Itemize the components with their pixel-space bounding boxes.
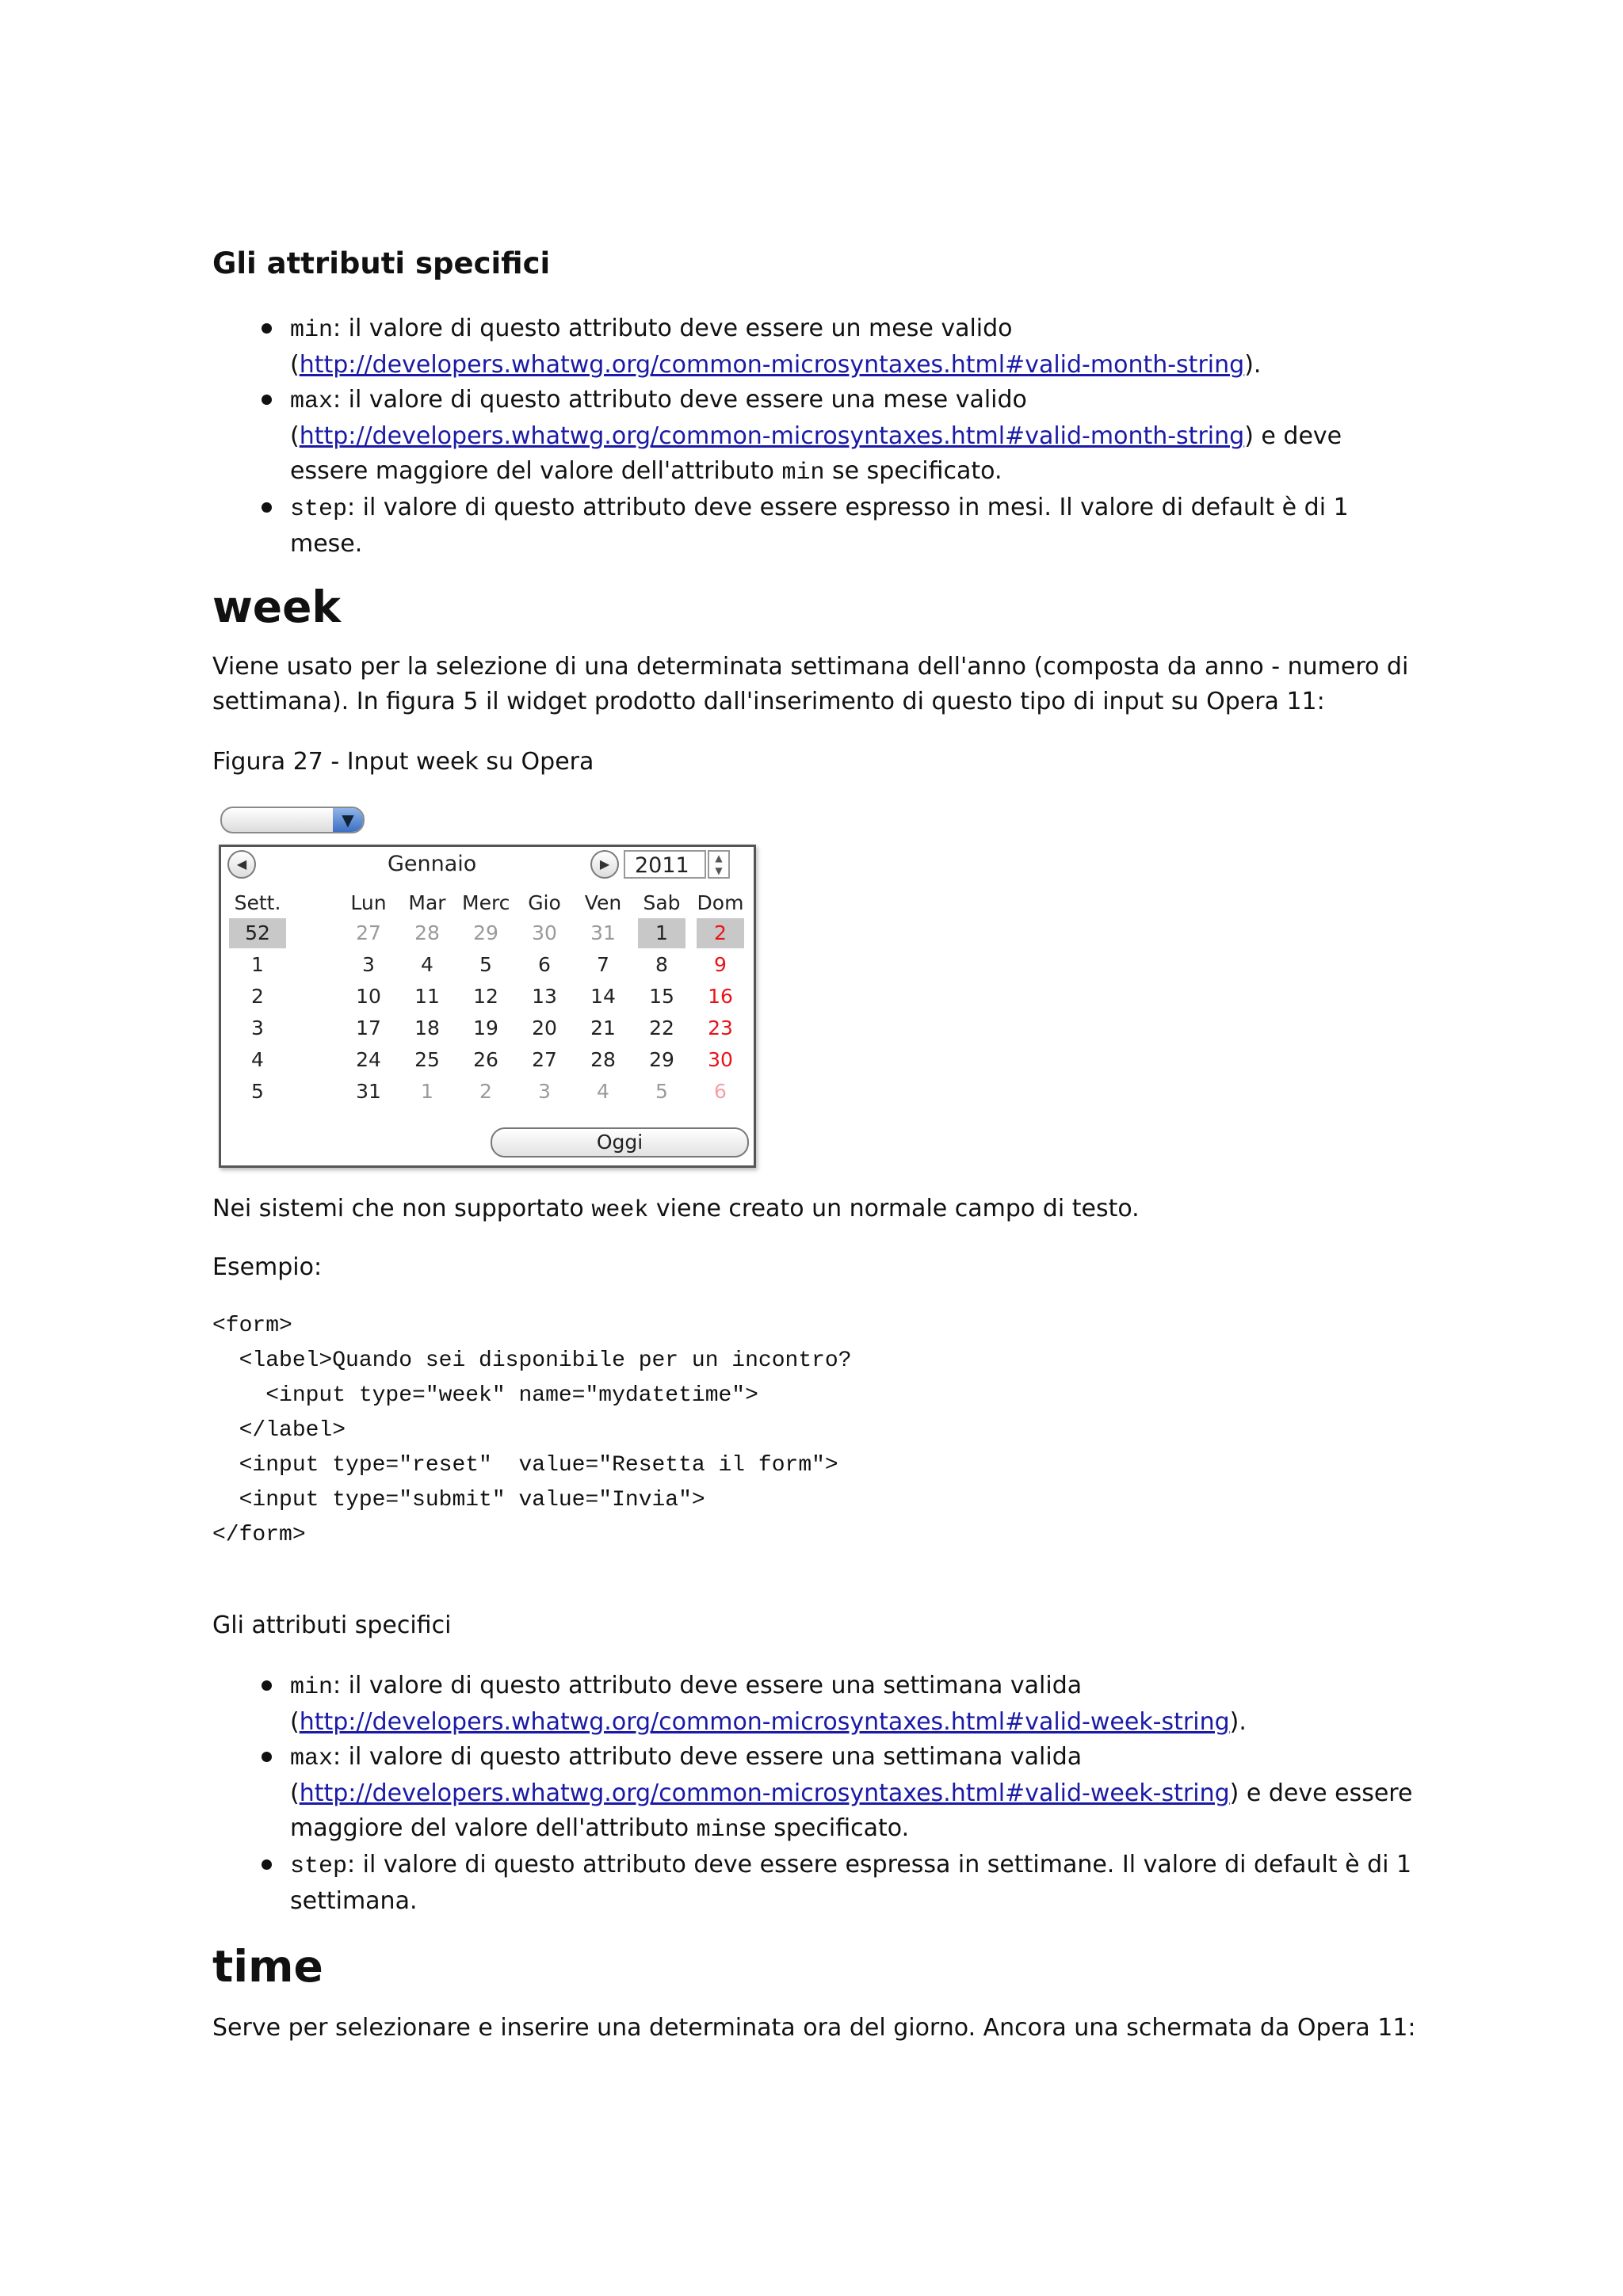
day-cell[interactable]: 6 <box>538 953 551 976</box>
day-cell[interactable]: 28 <box>414 921 440 944</box>
day-cell[interactable]: 16 <box>708 985 733 1008</box>
spec-link-month-min[interactable]: http://developers.whatwg.org/common-microsyntaxes.html#valid-month-string <box>299 351 1245 379</box>
list-item-step: step: il valore di questo attributo deve essere espresso in mesi. Il valore di default è di 1 mese. <box>212 490 1425 562</box>
day-cell[interactable]: 26 <box>473 1048 498 1071</box>
day-cell[interactable]: 14 <box>590 985 616 1008</box>
day-cell[interactable]: 4 <box>421 953 433 976</box>
calendar-week-row <box>221 950 754 980</box>
spec-link-week-min[interactable]: http://developers.whatwg.org/common-microsyntaxes.html#valid-week-string <box>299 1708 1230 1736</box>
heading-time: time <box>212 1941 323 1992</box>
list-item-step: step: il valore di questo attributo deve essere espressa in settimane. Il valore di default è di 1 settimana. <box>212 1848 1425 1919</box>
code-line: </form> <box>212 1523 306 1547</box>
calendar-header-row <box>221 888 754 918</box>
figure-caption: Figura 27 - Input week su Opera <box>212 748 594 776</box>
dropdown-arrow-icon[interactable]: ▼ <box>333 808 363 832</box>
day-cell[interactable]: 8 <box>655 953 668 976</box>
day-cell[interactable]: 6 <box>714 1080 727 1103</box>
day-cell[interactable]: 30 <box>708 1048 733 1071</box>
calendar-header-cell: Lun <box>350 891 387 914</box>
calendar-header-cell: Sab <box>643 891 681 914</box>
code-line: <label>Quando sei disponibile per un incontro? <box>212 1348 852 1373</box>
calendar-week-row <box>221 1077 754 1107</box>
day-cell[interactable]: 19 <box>473 1016 498 1039</box>
day-cell[interactable]: 13 <box>532 985 557 1008</box>
day-cell[interactable]: 2 <box>479 1080 492 1103</box>
calendar-week-row <box>221 918 754 948</box>
day-cell[interactable]: 3 <box>538 1080 551 1103</box>
day-cell[interactable]: 11 <box>414 985 440 1008</box>
calendar-week-row <box>221 982 754 1012</box>
day-cell[interactable]: 5 <box>655 1080 668 1103</box>
day-cell[interactable]: 4 <box>597 1080 609 1103</box>
day-cell[interactable]: 2 <box>697 918 744 948</box>
code-line: <input type="week" name="mydatetime"> <box>212 1383 758 1408</box>
day-cell[interactable]: 25 <box>414 1048 440 1071</box>
day-cell[interactable]: 31 <box>590 921 616 944</box>
week-number-cell[interactable]: 3 <box>251 1016 264 1039</box>
week-number-cell[interactable]: 52 <box>229 918 286 948</box>
calendar-popup <box>219 845 756 1168</box>
code-example <box>212 1309 1425 1553</box>
day-cell[interactable]: 7 <box>597 953 609 976</box>
fallback-note: Nei sistemi che non supportato week viene creato un normale campo di testo. <box>212 1195 1140 1224</box>
spec-link-week-max[interactable]: http://developers.whatwg.org/common-microsyntaxes.html#valid-week-string <box>299 1779 1230 1807</box>
heading-week: week <box>212 582 341 632</box>
code-line: </label> <box>212 1418 346 1443</box>
calendar-header-cell: Sett. <box>234 891 281 914</box>
calendar-header-cell: Mar <box>408 891 446 914</box>
day-cell[interactable]: 5 <box>479 953 492 976</box>
day-cell[interactable]: 29 <box>473 921 498 944</box>
day-cell[interactable]: 28 <box>590 1048 616 1071</box>
code-line: <input type="submit" value="Invia"> <box>212 1488 705 1512</box>
calendar-header-cell: Gio <box>528 891 561 914</box>
section-heading-attributes-month: Gli attributi specifici <box>212 246 551 280</box>
day-cell[interactable]: 22 <box>649 1016 674 1039</box>
day-cell[interactable]: 30 <box>532 921 557 944</box>
day-cell[interactable]: 23 <box>708 1016 733 1039</box>
calendar-week-row <box>221 1013 754 1043</box>
code-line: <input type="reset" value="Resetta il form"> <box>212 1453 838 1478</box>
day-cell[interactable]: 31 <box>356 1080 381 1103</box>
year-spinner-icon[interactable]: ▲ ▼ <box>708 850 730 879</box>
day-cell[interactable]: 9 <box>714 953 727 976</box>
calendar-week-row <box>221 1045 754 1075</box>
day-cell[interactable]: 18 <box>414 1016 440 1039</box>
day-cell[interactable]: 10 <box>356 985 381 1008</box>
attributes-list-month <box>212 311 1425 562</box>
section-heading-attributes-week: Gli attributi specifici <box>212 1611 452 1639</box>
year-field[interactable]: 2011 <box>624 850 706 879</box>
day-cell[interactable]: 21 <box>590 1016 616 1039</box>
week-number-cell[interactable]: 5 <box>251 1080 264 1103</box>
day-cell[interactable]: 27 <box>532 1048 557 1071</box>
attributes-list-week <box>212 1669 1425 1919</box>
day-cell[interactable]: 29 <box>649 1048 674 1071</box>
spec-link-month-max[interactable]: http://developers.whatwg.org/common-microsyntaxes.html#valid-month-string <box>299 422 1245 450</box>
week-description: Viene usato per la selezione di una determinata settimana dell'anno (composta da anno - numero di settimana). In figura 5 il widget prodotto dall'inserimento di questo tipo di input su Opera 11: <box>212 653 1409 715</box>
day-cell[interactable]: 1 <box>638 918 685 948</box>
time-description: Serve per selezionare e inserire una determinata ora del giorno. Ancora una schermata da Opera 11: <box>212 2014 1416 2042</box>
list-item-min: min: il valore di questo attributo deve essere un mese valido (http://developers.whatwg.org/common-microsyntaxes.html#valid-month-string). <box>212 311 1425 383</box>
week-number-cell[interactable]: 4 <box>251 1048 264 1071</box>
day-cell[interactable]: 20 <box>532 1016 557 1039</box>
day-cell[interactable]: 27 <box>356 921 381 944</box>
example-label: Esempio: <box>212 1253 323 1281</box>
today-button[interactable]: Oggi <box>491 1127 749 1158</box>
day-cell[interactable]: 24 <box>356 1048 381 1071</box>
list-item-max: max: il valore di questo attributo deve essere una mese valido (http://developers.whatwg.org/common-microsyntaxes.html#valid-month-string) e deve essere maggiore del valore dell'attributo min se specificato. <box>212 383 1425 490</box>
list-item-min: min: il valore di questo attributo deve essere una settimana valida (http://developers.whatwg.org/common-microsyntaxes.html#valid-week-string). <box>212 1669 1425 1740</box>
day-cell[interactable]: 3 <box>362 953 375 976</box>
day-cell[interactable]: 15 <box>649 985 674 1008</box>
week-picker-widget <box>212 800 759 1173</box>
prev-month-icon[interactable]: ◀ <box>227 850 256 879</box>
day-cell[interactable]: 1 <box>421 1080 433 1103</box>
calendar-header-cell: Dom <box>697 891 744 914</box>
calendar-header-cell: Merc <box>462 891 510 914</box>
day-cell[interactable]: 17 <box>356 1016 381 1039</box>
week-number-cell[interactable]: 1 <box>251 953 264 976</box>
calendar-month: Gennaio <box>388 852 477 876</box>
code-line: <form> <box>212 1314 292 1338</box>
day-cell[interactable]: 12 <box>473 985 498 1008</box>
calendar-header-cell: Ven <box>584 891 622 914</box>
week-number-cell[interactable]: 2 <box>251 985 264 1008</box>
list-item-max: max: il valore di questo attributo deve essere una settimana valida (http://developers.whatwg.org/common-microsyntaxes.html#valid-week-string) e deve essere maggiore del valore dell'attributo minse specificato. <box>212 1740 1425 1848</box>
next-month-icon[interactable]: ▶ <box>590 850 619 879</box>
